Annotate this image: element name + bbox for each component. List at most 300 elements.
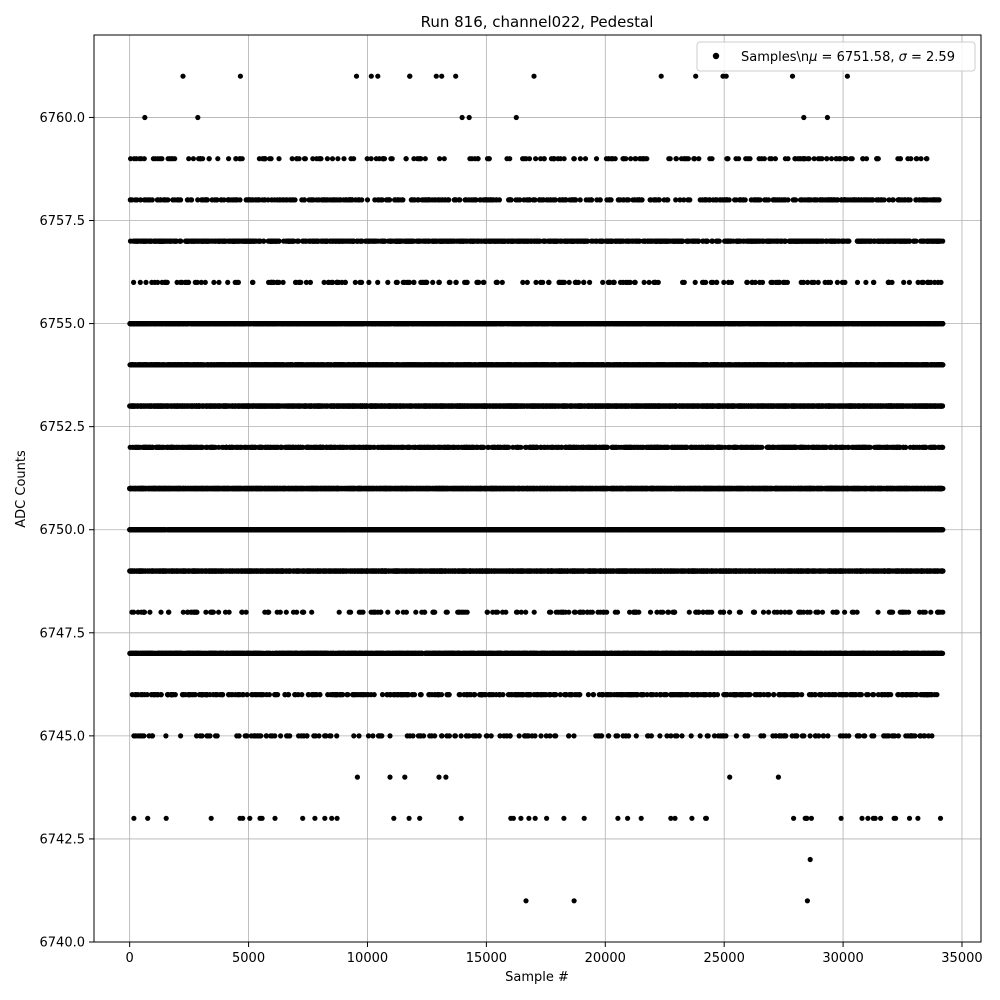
data-point [407, 733, 412, 738]
data-point [727, 775, 732, 780]
data-point [875, 610, 880, 615]
data-point [322, 816, 327, 821]
data-point [850, 692, 855, 697]
data-point [561, 816, 566, 821]
data-point [553, 733, 558, 738]
data-point [896, 733, 901, 738]
data-point [526, 692, 531, 697]
data-point [526, 816, 531, 821]
data-point [356, 733, 361, 738]
data-point [745, 733, 750, 738]
data-point [152, 651, 157, 656]
data-point [325, 692, 330, 697]
data-point [817, 692, 822, 697]
data-point [385, 651, 390, 656]
data-point [864, 692, 869, 697]
data-point [284, 733, 289, 738]
data-point [939, 651, 944, 656]
data-point [519, 610, 524, 615]
data-point [646, 651, 651, 656]
data-point [507, 733, 512, 738]
data-point [747, 692, 752, 697]
data-point [309, 610, 314, 615]
data-point [253, 692, 258, 697]
data-point [750, 651, 755, 656]
data-point [163, 733, 168, 738]
data-point [500, 610, 505, 615]
data-point [459, 816, 464, 821]
data-point [632, 610, 637, 615]
data-point [918, 692, 923, 697]
data-point [615, 610, 620, 615]
data-point [472, 692, 477, 697]
data-point [233, 692, 238, 697]
data-point [841, 692, 846, 697]
data-point [621, 733, 626, 738]
data-point [658, 692, 663, 697]
data-point [158, 610, 163, 615]
data-point [663, 692, 668, 697]
data-point [546, 651, 551, 656]
data-point [929, 692, 934, 697]
data-point [807, 692, 812, 697]
data-point [779, 733, 784, 738]
data-point [447, 692, 452, 697]
data-point [544, 816, 549, 821]
data-point [299, 692, 304, 697]
data-point [159, 692, 164, 697]
data-point [580, 651, 585, 656]
data-point [548, 610, 553, 615]
data-point [292, 692, 297, 697]
data-point [141, 733, 146, 738]
data-point [563, 692, 568, 697]
data-point [791, 816, 796, 821]
data-point [313, 651, 318, 656]
data-point [411, 651, 416, 656]
data-point [453, 733, 458, 738]
data-point [578, 610, 583, 615]
data-point [769, 651, 774, 656]
data-point [503, 651, 508, 656]
data-point [712, 733, 717, 738]
chart-title: Run 816, channel022, Pedestal [421, 13, 654, 31]
data-point [829, 651, 834, 656]
data-point [909, 733, 914, 738]
data-point [376, 733, 381, 738]
data-point [378, 610, 383, 615]
data-point [514, 610, 519, 615]
data-point [832, 692, 837, 697]
data-point [582, 816, 587, 821]
data-point [312, 816, 317, 821]
data-point [345, 692, 350, 697]
data-point [679, 733, 684, 738]
data-point [705, 733, 710, 738]
data-point [615, 816, 620, 821]
data-point [839, 816, 844, 821]
data-point [700, 610, 705, 615]
data-point [734, 733, 739, 738]
data-point [907, 816, 912, 821]
data-point [209, 816, 214, 821]
data-point [283, 692, 288, 697]
data-point [651, 692, 656, 697]
data-point [131, 816, 136, 821]
data-point [284, 651, 289, 656]
data-point [278, 610, 283, 615]
data-point [556, 610, 561, 615]
data-point [133, 692, 138, 697]
data-point [394, 651, 399, 656]
data-point [360, 610, 365, 615]
data-point [395, 692, 400, 697]
data-point [719, 651, 724, 656]
data-point [262, 610, 267, 615]
data-point [330, 692, 335, 697]
data-point [572, 898, 577, 903]
data-point [728, 692, 733, 697]
data-point [520, 692, 525, 697]
data-point [522, 651, 527, 656]
data-point [464, 733, 469, 738]
data-point [532, 610, 537, 615]
data-point [887, 610, 892, 615]
data-point [335, 816, 340, 821]
data-point [187, 692, 192, 697]
data-point [237, 733, 242, 738]
data-point [683, 651, 688, 656]
data-point [839, 651, 844, 656]
data-point [548, 692, 553, 697]
data-point [863, 651, 868, 656]
data-point [413, 610, 418, 615]
data-point [575, 651, 580, 656]
data-point [940, 610, 945, 615]
data-point [385, 610, 390, 615]
data-point [539, 651, 544, 656]
data-point [561, 610, 566, 615]
data-point [490, 610, 495, 615]
data-point [284, 610, 289, 615]
data-point [855, 733, 860, 738]
data-point [150, 733, 155, 738]
data-point [361, 692, 366, 697]
data-point [915, 816, 920, 821]
data-point [300, 816, 305, 821]
data-point [538, 733, 543, 738]
data-point [178, 733, 183, 738]
data-point [786, 610, 791, 615]
data-point [909, 692, 914, 697]
data-point [776, 692, 781, 697]
data-point [368, 651, 373, 656]
data-point [809, 816, 814, 821]
data-point [417, 816, 422, 821]
data-point [227, 610, 232, 615]
data-point [272, 733, 277, 738]
data-point [928, 610, 933, 615]
data-point [689, 816, 694, 821]
data-point [808, 857, 813, 862]
data-point [815, 610, 820, 615]
data-point [595, 610, 600, 615]
data-point [880, 692, 885, 697]
data-point [418, 692, 423, 697]
data-point [614, 651, 619, 656]
data-point [237, 816, 242, 821]
data-point [585, 610, 590, 615]
data-point [404, 610, 409, 615]
data-point [497, 692, 502, 697]
data-point [759, 651, 764, 656]
data-point [317, 651, 322, 656]
data-point [657, 733, 662, 738]
data-point [660, 610, 665, 615]
data-point [412, 692, 417, 697]
data-point [802, 651, 807, 656]
data-point [602, 651, 607, 656]
data-point [322, 651, 327, 656]
data-point [775, 651, 780, 656]
data-point [901, 610, 906, 615]
data-point [663, 651, 668, 656]
data-point [224, 651, 229, 656]
data-point [264, 733, 269, 738]
data-point [272, 816, 277, 821]
data-point [627, 610, 632, 615]
data-point [798, 610, 803, 615]
data-point [620, 692, 625, 697]
data-point [674, 733, 679, 738]
data-point [138, 692, 143, 697]
data-point [694, 610, 699, 615]
data-point [606, 733, 611, 738]
data-point [358, 651, 363, 656]
data-point [216, 610, 221, 615]
data-point [347, 610, 352, 615]
data-point [739, 692, 744, 697]
data-point [752, 610, 757, 615]
data-point [304, 733, 309, 738]
data-point [879, 651, 884, 656]
data-point [346, 651, 351, 656]
data-point [374, 651, 379, 656]
data-point [337, 610, 342, 615]
data-point [295, 651, 300, 656]
data-point [474, 651, 479, 656]
data-point [244, 651, 249, 656]
data-point [161, 651, 166, 656]
data-point [457, 692, 462, 697]
data-point [737, 610, 742, 615]
data-point [842, 610, 847, 615]
data-point [782, 692, 787, 697]
data-point [354, 692, 359, 697]
data-point [443, 775, 448, 780]
data-point [421, 733, 426, 738]
data-point [656, 651, 661, 656]
data-point [645, 692, 650, 697]
data-point [336, 651, 341, 656]
data-point [917, 610, 922, 615]
data-point [164, 816, 169, 821]
data-point [506, 692, 511, 697]
data-point [820, 651, 825, 656]
data-point [718, 733, 723, 738]
data-point [436, 775, 441, 780]
data-point [165, 692, 170, 697]
data-point [340, 692, 345, 697]
data-point [569, 692, 574, 697]
data-point [387, 733, 392, 738]
data-point [432, 610, 437, 615]
data-point [672, 610, 677, 615]
data-point [432, 733, 437, 738]
data-point [709, 610, 714, 615]
data-point [773, 733, 778, 738]
data-point [794, 733, 799, 738]
data-point [209, 651, 214, 656]
data-point [435, 692, 440, 697]
data-point [859, 651, 864, 656]
data-point [639, 651, 644, 656]
data-point [529, 733, 534, 738]
data-point [199, 692, 204, 697]
data-point [444, 733, 449, 738]
data-point [205, 733, 210, 738]
data-point [560, 651, 565, 656]
data-point [850, 610, 855, 615]
data-point [599, 733, 604, 738]
data-point [147, 610, 152, 615]
data-point [323, 733, 328, 738]
data-point [871, 733, 876, 738]
data-point [231, 651, 236, 656]
data-point [805, 898, 810, 903]
data-point [252, 651, 257, 656]
data-point [835, 610, 840, 615]
data-point [369, 692, 374, 697]
data-point [590, 610, 595, 615]
data-point [259, 651, 264, 656]
data-point [859, 816, 864, 821]
data-point [873, 651, 878, 656]
data-point [553, 692, 558, 697]
data-point [497, 651, 502, 656]
data-point [932, 651, 937, 656]
data-point [471, 733, 476, 738]
data-point [799, 692, 804, 697]
data-point [666, 610, 671, 615]
data-point [239, 610, 244, 615]
data-point [189, 651, 194, 656]
data-point [913, 651, 918, 656]
data-point [334, 733, 339, 738]
data-point [843, 733, 848, 738]
data-point [264, 651, 269, 656]
data-point [784, 651, 789, 656]
data-point [601, 610, 606, 615]
data-point [273, 651, 278, 656]
data-point [402, 775, 407, 780]
data-point [518, 816, 523, 821]
data-point [173, 651, 178, 656]
data-point [436, 651, 441, 656]
data-point [689, 733, 694, 738]
data-point [131, 651, 136, 656]
data-point [730, 651, 735, 656]
data-point [329, 816, 334, 821]
data-point [136, 610, 141, 615]
data-point [885, 733, 890, 738]
data-point [873, 816, 878, 821]
data-point [904, 651, 909, 656]
data-point [261, 692, 266, 697]
data-point [145, 692, 150, 697]
data-point [871, 692, 876, 697]
data-point [257, 816, 262, 821]
data-point [633, 692, 638, 697]
data-point [485, 610, 490, 615]
data-point [687, 610, 692, 615]
data-point [624, 651, 629, 656]
data-point [203, 610, 208, 615]
data-point [465, 692, 470, 697]
data-point [279, 651, 284, 656]
data-point [203, 651, 208, 656]
data-point [306, 651, 311, 656]
data-point [477, 733, 482, 738]
data-point [140, 651, 145, 656]
data-point [646, 733, 651, 738]
data-point [771, 692, 776, 697]
data-point [586, 651, 591, 656]
data-point [243, 733, 248, 738]
data-point [572, 610, 577, 615]
data-point [387, 775, 392, 780]
data-point [736, 651, 741, 656]
data-point [926, 651, 931, 656]
data-point [145, 816, 150, 821]
data-point [904, 692, 909, 697]
data-point [444, 610, 449, 615]
data-point [275, 692, 280, 697]
data-point [445, 651, 450, 656]
data-point [207, 692, 212, 697]
data-point [296, 733, 301, 738]
data-point [921, 733, 926, 738]
data-point [859, 692, 864, 697]
data-point [801, 733, 806, 738]
data-point [878, 816, 883, 821]
data-point [695, 692, 700, 697]
data-point [758, 733, 763, 738]
data-point [311, 733, 316, 738]
data-point [718, 610, 723, 615]
data-point [195, 651, 200, 656]
data-point [708, 692, 713, 697]
data-point [808, 733, 813, 738]
data-point [395, 610, 400, 615]
data-point [384, 692, 389, 697]
data-point [485, 651, 490, 656]
data-point [895, 692, 900, 697]
data-point [330, 651, 335, 656]
data-point [593, 651, 598, 656]
data-point [523, 898, 528, 903]
data-point [544, 733, 549, 738]
